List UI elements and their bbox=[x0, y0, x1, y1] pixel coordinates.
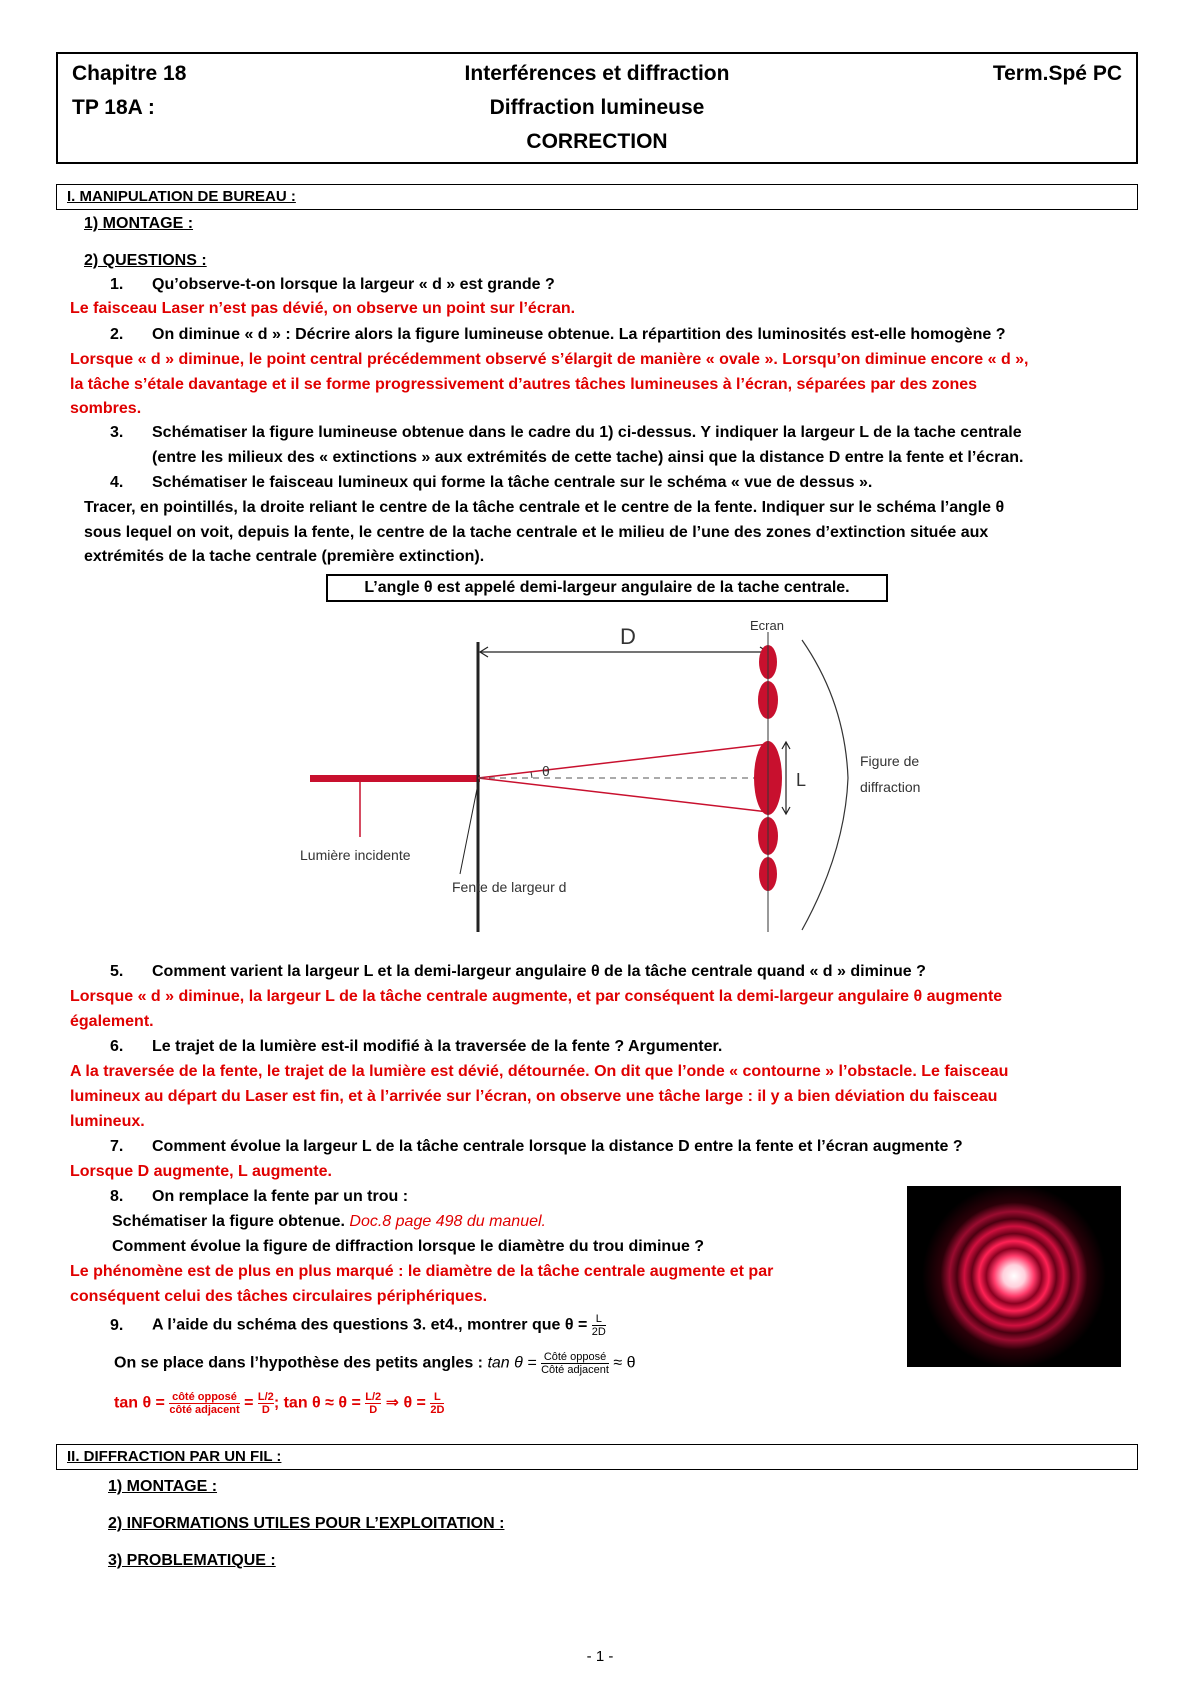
q-text: A l’aide du schéma des questions 3. et4., montrer que θ = bbox=[152, 1316, 588, 1334]
q-num: 2. bbox=[110, 326, 124, 343]
label-L: L bbox=[796, 770, 807, 790]
den: côté adjacent bbox=[169, 1404, 240, 1416]
num: Côté opposé bbox=[543, 1351, 607, 1363]
trace-line-2: sous lequel on voit, depuis la fente, le centre de la tache centrale et le milieu de l’une des zones d’extinction située aux bbox=[84, 524, 989, 541]
q-num: 4. bbox=[110, 474, 124, 491]
q-text: Schématiser la figure lumineuse obtenue dans le cadre du 1) ci-dessus. Y indiquer la largeur L de la tache centrale bbox=[152, 424, 1022, 441]
f-tan: tan θ = bbox=[114, 1394, 165, 1412]
f-frac-2 bbox=[258, 1391, 274, 1416]
s2-problematique: 3) PROBLEMATIQUE : bbox=[108, 1552, 276, 1569]
den: D bbox=[258, 1403, 274, 1416]
label-fente: Fente de largeur d bbox=[452, 879, 567, 895]
montage-heading: 1) MONTAGE : bbox=[84, 215, 194, 232]
label-figure-2: diffraction bbox=[860, 779, 921, 795]
label-theta: θ bbox=[542, 763, 550, 779]
q-num: 9. bbox=[110, 1316, 124, 1334]
num: L bbox=[434, 1391, 441, 1403]
num: L/2 bbox=[257, 1391, 274, 1403]
page-number: - 1 - bbox=[586, 1648, 614, 1665]
answer-6-line-2: lumineux au départ du Laser est fin, et à l’arrivée sur l’écran, on observe une tâche large : il y a bien déviation du faisceau bbox=[70, 1088, 998, 1105]
q-num: 7. bbox=[110, 1138, 124, 1155]
tp-label: TP 18A : bbox=[72, 96, 155, 119]
diffraction-rings bbox=[907, 1186, 1121, 1367]
den: 2D bbox=[430, 1404, 445, 1416]
chapter-label: Chapitre 18 bbox=[72, 62, 187, 85]
cone-lower bbox=[478, 778, 768, 812]
q-text: On remplace la fente par un trou : bbox=[152, 1188, 409, 1205]
question-1 bbox=[110, 274, 555, 296]
question-6 bbox=[110, 1036, 722, 1058]
figure-brace bbox=[802, 640, 848, 930]
question-8 bbox=[110, 1186, 408, 1208]
answer-7: Lorsque D augmente, L augmente. bbox=[70, 1163, 332, 1180]
q-num: 5. bbox=[110, 963, 124, 980]
trace-line-3: extrémités de la tache centrale (première extinction). bbox=[84, 548, 485, 565]
hypothesis-line bbox=[114, 1351, 636, 1376]
den: Côté adjacent bbox=[541, 1364, 609, 1376]
q-num: 6. bbox=[110, 1038, 124, 1055]
q-text: Le trajet de la lumière est-il modifié à la traversée de la fente ? Argumenter. bbox=[152, 1038, 723, 1055]
page-title: Interférences et diffraction bbox=[464, 62, 730, 85]
hyp-tan: tan θ = bbox=[487, 1354, 537, 1372]
question-7 bbox=[110, 1136, 963, 1158]
fraction-L-2D bbox=[592, 1313, 606, 1338]
answer-6-line-1: A la traversée de la fente, le trajet de la lumière est dévié, détournée. On dit que l’onde « contourne » l’obstacle. Le faisceau bbox=[70, 1063, 1009, 1080]
cone-upper bbox=[478, 744, 768, 778]
header-box bbox=[56, 52, 1138, 164]
fente-pointer bbox=[460, 784, 478, 874]
question-4 bbox=[110, 472, 872, 494]
section-1-title: I. MANIPULATION DE BUREAU : bbox=[67, 188, 296, 205]
f-implies: ⇒ θ = bbox=[385, 1394, 426, 1412]
label-figure-1: Figure de bbox=[860, 753, 920, 769]
question-5 bbox=[110, 961, 926, 983]
diffraction-diagram bbox=[300, 612, 940, 942]
q-num: 8. bbox=[110, 1188, 124, 1205]
f-eq: = bbox=[244, 1394, 254, 1412]
q-sub-text: Schématiser la figure obtenue. bbox=[112, 1213, 345, 1230]
label-lumiere: Lumière incidente bbox=[300, 847, 411, 863]
question-3-line-2: (entre les milieux des « extinctions » aux extrémités de cette tache) ainsi que la distance D entre la fente et l’écran. bbox=[152, 449, 1024, 466]
laser-beam bbox=[310, 775, 480, 782]
f-frac-3 bbox=[365, 1391, 381, 1416]
f-mid: ; tan θ ≈ θ = bbox=[273, 1394, 361, 1412]
f-frac-1 bbox=[169, 1391, 239, 1416]
answer-5-line-2: également. bbox=[70, 1013, 154, 1030]
answer-2-line-3: sombres. bbox=[70, 400, 142, 417]
page-subtitle: Diffraction lumineuse bbox=[489, 96, 705, 119]
f-frac-4 bbox=[430, 1391, 444, 1416]
hyp-end: ≈ θ bbox=[613, 1354, 636, 1372]
answer-1: Le faisceau Laser n’est pas dévié, on observe un point sur l’écran. bbox=[70, 300, 576, 317]
label-D: D bbox=[620, 624, 636, 649]
answer-5-line-1: Lorsque « d » diminue, la largeur L de la tâche centrale augmente, et par conséquent la demi-largeur angulaire θ augmente bbox=[70, 988, 1003, 1005]
label-ecran: Ecran bbox=[750, 618, 784, 633]
answer-2-line-2: la tâche s’étale davantage et il se forme progressivement d’autres tâches lumineuses à l’écran, séparées par des zones bbox=[70, 376, 978, 393]
q-text: Comment varient la largeur L et la demi-largeur angulaire θ de la tâche centrale quand « d » diminue ? bbox=[152, 963, 926, 980]
num: L/2 bbox=[365, 1391, 382, 1403]
q-num: 1. bbox=[110, 276, 124, 293]
hyp-fraction bbox=[541, 1351, 609, 1376]
section-2-title: II. DIFFRACTION PAR UN FIL : bbox=[67, 1448, 282, 1465]
q-text: Comment évolue la largeur L de la tâche centrale lorsque la distance D entre la fente et l’écran augmente ? bbox=[152, 1138, 963, 1155]
trace-line-1: Tracer, en pointillés, la droite reliant le centre de la tâche centrale et le centre de la fente. Indiquer sur le schéma l’angle θ bbox=[84, 499, 1005, 516]
den: 2D bbox=[591, 1326, 606, 1338]
hyp-text: On se place dans l’hypothèse des petits angles : bbox=[114, 1354, 483, 1372]
formula-line bbox=[114, 1391, 444, 1416]
num: L bbox=[595, 1313, 602, 1325]
correction-label: CORRECTION bbox=[526, 130, 668, 153]
definition-box: L’angle θ est appelé demi-largeur angulaire de la tache centrale. bbox=[326, 574, 888, 602]
questions-heading: 2) QUESTIONS : bbox=[84, 252, 207, 269]
answer-6-line-3: lumineux. bbox=[70, 1113, 145, 1130]
q-text: On diminue « d » : Décrire alors la figure lumineuse obtenue. La répartition des luminosités est-elle homogène ? bbox=[152, 326, 1006, 343]
s2-infos: 2) INFORMATIONS UTILES POUR L’EXPLOITATION : bbox=[108, 1515, 505, 1532]
section-1-bar bbox=[56, 184, 1138, 210]
rings-disk bbox=[922, 1186, 1106, 1367]
answer-8-line-1: Le phénomène est de plus en plus marqué : le diamètre de la tâche centrale augmente et par bbox=[70, 1263, 774, 1280]
question-8-sub-1 bbox=[112, 1211, 546, 1233]
den: D bbox=[365, 1403, 381, 1416]
s2-montage: 1) MONTAGE : bbox=[108, 1478, 218, 1495]
q-num: 3. bbox=[110, 424, 124, 441]
circular-diffraction-photo bbox=[907, 1186, 1121, 1367]
num: côté opposé bbox=[172, 1391, 237, 1403]
question-3 bbox=[110, 422, 1022, 444]
level-label: Term.Spé PC bbox=[992, 62, 1122, 85]
q-text: Schématiser le faisceau lumineux qui forme la tâche centrale sur le schéma « vue de dessus ». bbox=[152, 474, 873, 491]
question-9 bbox=[110, 1313, 606, 1338]
answer-2-line-1: Lorsque « d » diminue, le point central précédemment observé s’élargit de manière « ovale ». Lorsqu’on diminue encore « d », bbox=[70, 351, 1029, 368]
section-2-bar bbox=[56, 1444, 1138, 1470]
q-text: Qu’observe-t-on lorsque la largeur « d » est grande ? bbox=[152, 276, 555, 293]
answer-8-line-2: conséquent celui des tâches circulaires périphériques. bbox=[70, 1288, 488, 1305]
theta-arc bbox=[531, 772, 532, 778]
question-8-sub-2: Comment évolue la figure de diffraction lorsque le diamètre du trou diminue ? bbox=[112, 1238, 705, 1255]
question-2 bbox=[110, 324, 1006, 346]
manual-reference: Doc.8 page 498 du manuel. bbox=[349, 1213, 546, 1230]
